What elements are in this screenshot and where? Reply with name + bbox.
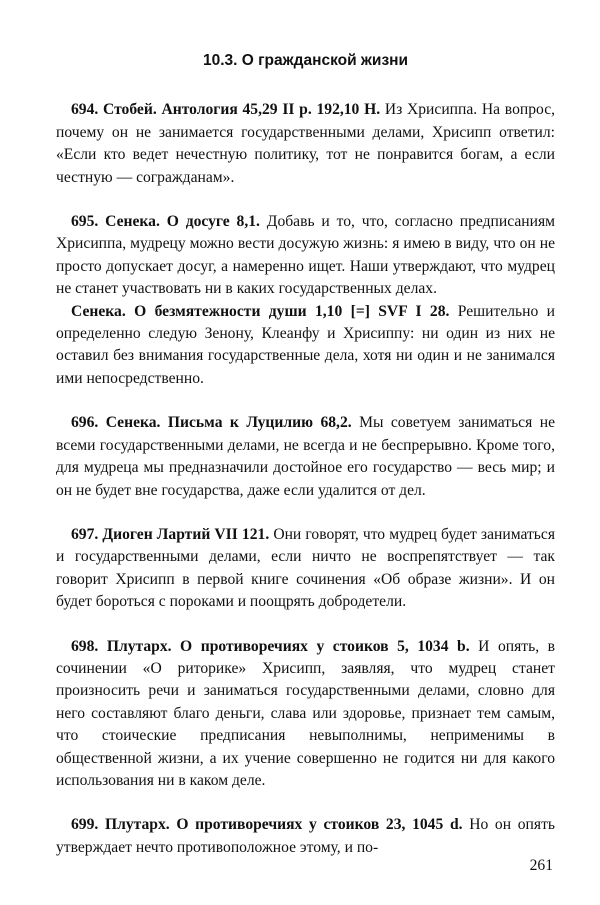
entry-697-reference: 697. Диоген Лартий VII 121.: [71, 525, 270, 543]
entry-697: [56, 524, 555, 614]
entry-696-text: Мы советуем заниматься не всеми государственными делами, не всегда и не беспрерывно. Кроме того, для мудреца мы предназначили достойное его государство — весь мир; и он не будет вне государства, даже если удалится от дел.: [56, 414, 555, 499]
entry-696-reference: 696. Сенека. Письма к Луцилию 68,2.: [71, 414, 352, 432]
page-body: [56, 36, 555, 859]
entry-694: [56, 99, 555, 189]
entry-698: [56, 636, 555, 793]
page-number: 261: [529, 857, 553, 874]
entry-695-reference: 695. Сенека. О досуге 8,1.: [71, 213, 260, 231]
entry-698-reference: 698. Плутарх. О противоречиях у стоиков 5, 1034 b.: [71, 637, 470, 655]
entry-695: [56, 211, 555, 301]
entry-699-text: Но он опять утверждает нечто противоположное этому, и по-: [56, 816, 555, 856]
entry-699: [56, 814, 555, 859]
entry-696: [56, 412, 555, 502]
entry-697-text: Они говорят, что мудрец будет заниматься и государственными делами, если ничто не воспрепятствует — так говорит Хрисипп в первой книге сочинения «Об образе жизни». И он будет бороться с пороками и поощрять добродетели.: [56, 525, 556, 611]
entry-695-seneca-text: Решительно и определенно следую Зенону, Клеанфу и Хрисиппу: ни один из них не оставил без внимания государственные дела, хотя ни один и не занимался ими непосредственно.: [56, 302, 555, 387]
entry-695-seneca: [56, 301, 555, 391]
section-heading: 10.3. О гражданской жизни: [202, 52, 409, 69]
entry-694-reference: 694. Стобей. Антология 45,29 II p. 192,10 H.: [71, 101, 381, 119]
entry-698-text: И опять, в сочинении «О риторике» Хрисипп, заявляя, что мудрец станет произносить речи и заниматься государственными делами, словно для него составляют благо деньги, слава или здоровье, признает тем самым, что стоические предписания невыполнимы, неприменимы в общественной жизни, а их учение совершенно не годится ни для какого использования ни в каком деле.: [56, 637, 555, 789]
entry-695-seneca-reference: Сенека. О безмятежности души 1,10 [=] SVF I 28.: [71, 302, 450, 320]
entry-699-reference: 699. Плутарх. О противоречиях у стоиков 23, 1045 d.: [71, 816, 463, 834]
entry-694-text: Из Хрисиппа. На вопрос, почему он не занимается государственными делами, Хрисипп ответил: «Если кто ведет нечестную политику, тот не понравится богам, а если честную — согражданам».: [56, 101, 556, 186]
entry-695-text: Добавь и то, что, согласно предписаниям Хрисиппа, мудрецу можно вести досужую жизнь: я имею в виду, что он не просто допускает досуг, а намеренно ищет. Наши утверждают, что мудрец не станет участвовать ни в каких государственных делах.: [56, 213, 555, 298]
